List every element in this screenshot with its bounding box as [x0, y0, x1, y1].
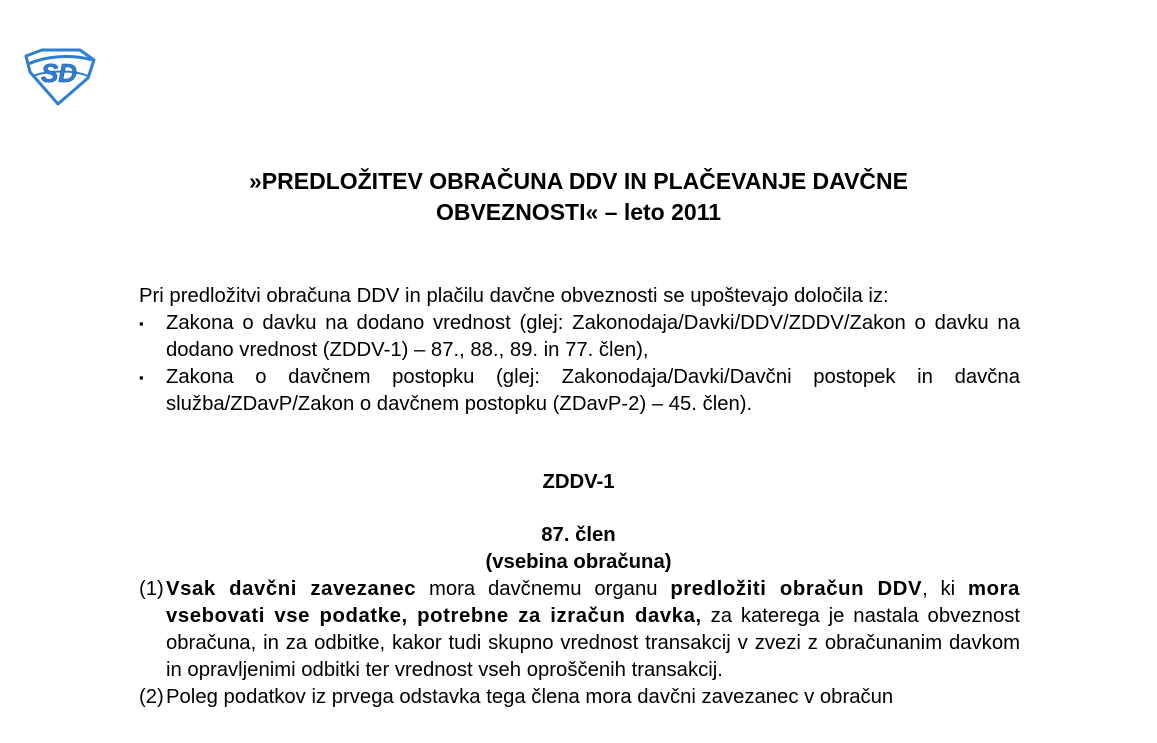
emphasis-text: Vsak davčni zavezanec	[166, 578, 417, 600]
paragraph-number: (1)	[139, 578, 164, 600]
intro-text: Pri predložitvi obračuna DDV in plačilu davčne obveznosti se upoštevajo določila iz:	[139, 285, 889, 307]
paragraph-number: (2)	[139, 686, 164, 708]
paragraph-text: za katerega je nastala obveznost obračuna, in za odbitke, kakor tudi skupno vrednost transakcij v zvezi z obračunanim davkom in opravljenimi odbitki ter vrednost vseh oproščenih transakcij.	[166, 605, 1020, 681]
list-item	[139, 310, 1020, 364]
intro-section	[139, 283, 1020, 418]
company-logo	[22, 48, 96, 106]
title-line-1: »PREDLOŽITEV OBRAČUNA DDV IN PLAČEVANJE DAVČNE	[249, 168, 908, 194]
list-item-text: Zakona o davčnem postopku (glej: Zakonodaja/Davki/Davčni postopek in davčna služba/ZDavP/Zakon o davčnem postopku (ZDavP-2) – 45. člen).	[166, 366, 1020, 415]
article-paragraphs	[139, 576, 1020, 711]
paragraph-text: mora davčnemu organu	[416, 578, 671, 600]
logo-letters: SD	[40, 58, 78, 88]
bullet-icon: ▪	[139, 370, 144, 385]
emphasis-text: mora vsebovati vse podatke, potrebne za izračun davka,	[166, 578, 1020, 627]
paragraph-2	[139, 684, 1020, 711]
paragraph-text: Poleg podatkov iz prvega odstavka tega člena mora davčni zavezanec v obračun	[166, 686, 894, 708]
paragraph-text: , ki	[922, 578, 968, 600]
bullet-icon: ▪	[139, 316, 144, 331]
title-line-2: OBVEZNOSTI« – leto 2011	[435, 199, 722, 225]
document-title	[0, 166, 1157, 228]
article-title: 87. člen	[541, 524, 616, 546]
emphasis-text: predložiti obračun DDV	[670, 578, 923, 600]
list-item-text: Zakona o davku na dodano vrednost (glej: Zakonodaja/Davki/DDV/ZDDV/Zakon o davku na dodano vrednost (ZDDV-1) – 87., 88., 89. in 77. člen),	[166, 312, 1020, 361]
law-name: ZDDV-1	[542, 471, 615, 493]
list-item	[139, 364, 1020, 418]
paragraph-1	[139, 576, 1020, 684]
article-subtitle: (vsebina obračuna)	[485, 551, 672, 573]
source-list	[139, 310, 1020, 418]
